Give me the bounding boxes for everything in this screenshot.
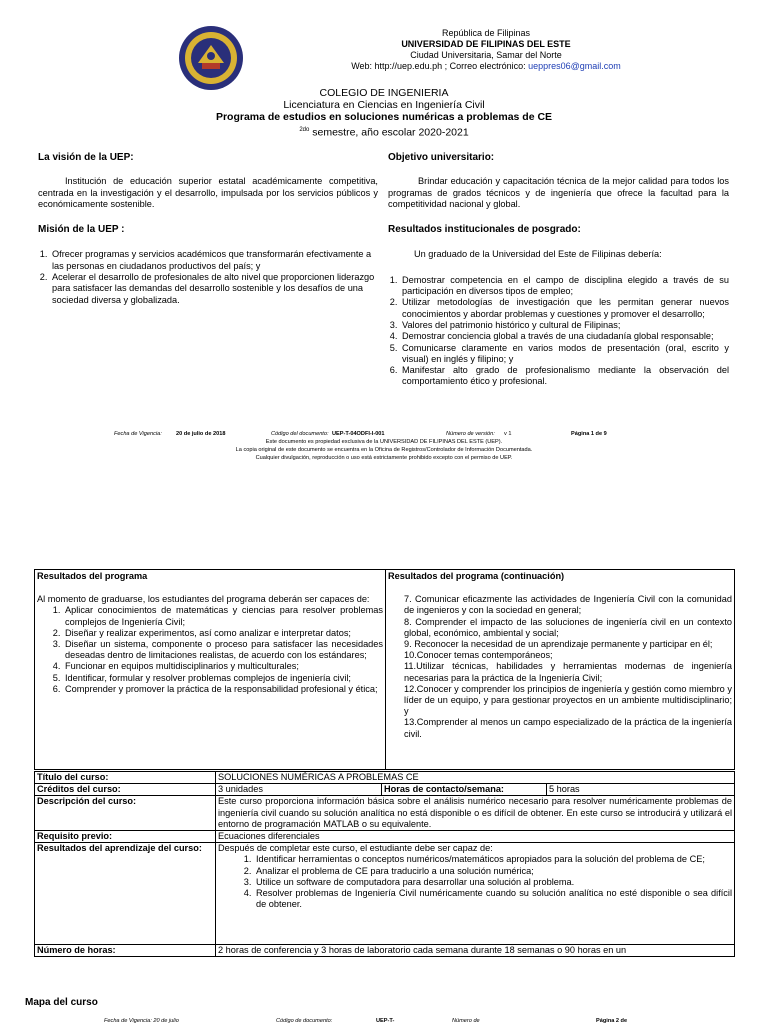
header-university: UNIVERSIDAD DE FILIPINAS DEL ESTE	[401, 39, 571, 49]
footer-line-1: Este documento es propiedad exclusiva de la UNIVERSIDAD DE FILIPINAS DEL ESTE (UEP).	[265, 439, 503, 445]
program-outcome-item: 8. Comprender el impacto de las soluciones de ingeniería civil en un contexto global, económico, ambiental y social;	[404, 616, 732, 638]
program-outcomes-table	[34, 569, 735, 770]
page-number: Página 1 de 9	[571, 431, 607, 437]
vision-title: La visión de la UEP:	[38, 152, 134, 163]
college-name: COLEGIO DE INGENIERIA	[319, 87, 449, 99]
prerequisite-label: Requisito previo:	[35, 831, 216, 843]
footer-line-2: La copia original de este documento se encuentra en la Oficina de Registros/Controlador de Información Documentada.	[235, 447, 533, 453]
course-title-value: SOLUCIONES NUMÉRICAS A PROBLEMAS CE	[216, 772, 735, 784]
page-1	[0, 0, 768, 475]
page-number-page2: Página 2 de	[596, 1018, 628, 1024]
program-outcome-item: 2. Diseñar y realizar experimentos, así como analizar e interpretar datos;	[63, 628, 383, 639]
objective-title: Objetivo universitario:	[388, 152, 495, 163]
table-row	[35, 772, 735, 784]
program-outcome-item: 11.Utilizar técnicas, habilidades y herramientas modernas de ingeniería necesarias para la práctica de la Ingeniería Civil;	[404, 661, 732, 683]
program-outcome-item: 13.Comprender al menos un campo especializado de la práctica de la ingeniería civil.	[404, 717, 732, 739]
table-row	[35, 796, 735, 831]
course-description-value: Este curso proporciona información básica sobre el análisis numérico necesario para resolver numéricamente problemas de ingeniería civil cuando su solución analítica no está disponible o es difícil de obtener. En este curso se introducirá y utilizará el entorno de programación MATLAB o su equivalente.	[216, 796, 735, 831]
outcome-item: 4. Demostrar conciencia global a través de una ciudadanía global responsable;	[400, 331, 729, 342]
version-label-page2: Número de	[452, 1018, 480, 1024]
program-outcome-item: 9. Reconocer la necesidad de un aprendizaje permanente y participar en él;	[404, 639, 713, 650]
syllabus-title: Programa de estudios en soluciones numéricas a problemas de CE	[215, 111, 553, 123]
contact-hours-value: 5 horas	[547, 784, 735, 796]
objective-text: Brindar educación y capacitación técnica de la mejor calidad para todos los programas de grados técnicos y de ingeniería que ofrece la facultad para la competitividad nacional y global.	[388, 176, 729, 209]
version-value: v 1	[504, 431, 512, 437]
mission-title: Misión de la UEP :	[38, 224, 125, 236]
left-column	[38, 152, 378, 306]
header-location: Ciudad Universitaria, Samar del Norte	[410, 50, 562, 60]
table-row	[35, 831, 735, 843]
course-info-table	[34, 771, 735, 957]
program-outcome-item: 12.Conocer y comprender los principios de ingeniería y gestión como miembro y líder de un equipo, y para gestionar proyectos en un ambiente multidisciplinario; y	[404, 683, 732, 717]
program-outcome-item: 1. Aplicar conocimientos de matemáticas y ciencias para resolver problemas complejos de Ingeniería Civil;	[63, 605, 383, 627]
outcomes-list	[388, 275, 729, 388]
program-outcome-item: 7. Comunicar eficazmente las actividades de Ingeniería Civil con la comunidad de ingenieros y con la sociedad en general;	[404, 594, 732, 616]
program-outcome-item: 4. Funcionar en equipos multidisciplinarios y multiculturales;	[63, 661, 383, 672]
table-row	[35, 784, 735, 796]
code-value: UEP-T-04ODFI-I-001	[332, 431, 385, 437]
program-outcomes-cont-title: Resultados del programa (continuación)	[388, 571, 565, 581]
outcomes-title: Resultados institucionales de posgrado:	[388, 224, 581, 236]
prerequisite-value: Ecuaciones diferenciales	[216, 831, 735, 843]
mission-item: 2. Acelerar el desarrollo de profesionales de alto nivel que proporcionen liderazgo para satisfacer las demandas del desarrollo sostenible y los desafíos de una sociedad diversa y globalizada.	[50, 272, 378, 306]
program-outcomes-left	[35, 570, 386, 770]
program-outcomes-title: Resultados del programa	[37, 571, 148, 581]
number-of-hours-value: 2 horas de conferencia y 3 horas de laboratorio cada semana durante 18 semanas o 90 horas en un	[216, 945, 735, 957]
outcome-item: 6. Manifestar alto grado de profesionalismo mediante la observación del comportamiento ético y profesional.	[400, 365, 729, 388]
learning-outcome-item: 4. Resolver problemas de Ingeniería Civil numéricamente cuando su solución analítica no esté disponible o sea difícil de obtener.	[254, 888, 732, 910]
semester-text: semestre, año escolar 2020-2021	[309, 126, 469, 139]
page-2	[0, 560, 768, 1024]
outcome-item: 3. Valores del patrimonio histórico y cultural de Filipinas;	[400, 320, 729, 331]
validity-value: 20 de julio de 2018	[176, 431, 226, 437]
course-title-label: Título del curso:	[35, 772, 216, 784]
program-outcomes-cont-list	[388, 594, 732, 740]
code-label: Código del documento:	[271, 431, 329, 437]
semester-line	[0, 124, 768, 139]
contact-hours-label: Horas de contacto/semana:	[382, 784, 547, 796]
outcomes-intro: Un graduado de la Universidad del Este de Filipinas debería:	[414, 249, 662, 260]
course-credits-value: 3 unidades	[216, 784, 382, 796]
code-label-page2: Código de documento:	[276, 1018, 333, 1024]
learning-outcomes-list	[218, 854, 732, 910]
right-column	[388, 152, 729, 388]
page-gap	[0, 475, 768, 560]
degree-name: Licenciatura en Ciencias en Ingeniería Civil	[283, 99, 485, 111]
learning-outcomes-label: Resultados del aprendizaje del curso:	[35, 843, 216, 945]
semester-sup: 2do	[299, 127, 310, 133]
table-row	[35, 843, 735, 945]
validity-page2: Fecha de Vigencia: 20 de julio	[104, 1018, 179, 1024]
table-row	[35, 945, 735, 957]
header-country: República de Filipinas	[441, 28, 531, 38]
outcome-item: 1. Demostrar competencia en el campo de disciplina elegido a través de su participación en diversos tipos de empleo;	[400, 275, 729, 298]
course-map-title: Mapa del curso	[25, 997, 98, 1008]
mission-item: 1. Ofrecer programas y servicios académicos que transformarán efectivamente a las personas en ciudadanos productivos del país; y	[50, 249, 378, 272]
number-of-hours-label: Número de horas:	[35, 945, 216, 957]
mission-list	[38, 249, 378, 305]
program-outcomes-right	[386, 570, 735, 770]
learning-outcomes-cell	[216, 843, 735, 945]
vision-text: Institución de educación superior estatal académicamente competitiva, centrada en la investigación y el desarrollo, impulsada por los servicios públicos y económicamente sostenible.	[38, 176, 378, 209]
outcome-item: 5. Comunicarse claramente en varios modos de presentación (oral, escrito y visual) en inglés y filipino; y	[400, 343, 729, 366]
code-value-page2: UEP-T-	[376, 1018, 395, 1024]
program-outcomes-list	[37, 605, 383, 695]
outcome-item: 2. Utilizar metodologías de investigación que les permitan generar nuevos conocimientos y abordar problemas y cuestiones y promover el desarrollo;	[400, 297, 729, 320]
header-web	[230, 61, 742, 72]
footer-line-3: Cualquier divulgación, reproducción o uso está estrictamente prohibido excepto con el permiso de UEP.	[255, 455, 513, 461]
program-outcome-item: 10.Conocer temas contemporáneos;	[404, 650, 553, 661]
email-link[interactable]: ueppres06@gmail.com	[528, 61, 621, 71]
course-description-label: Descripción del curso:	[35, 796, 216, 831]
learning-outcome-item: 3. Utilice un software de computadora para desarrollar una solución al problema.	[254, 877, 732, 888]
validity-label: Fecha de Vigencia:	[114, 431, 162, 437]
version-label: Número de versión:	[446, 431, 495, 437]
learning-outcomes-intro: Después de completar este curso, el estudiante debe ser capaz de:	[218, 843, 493, 854]
program-outcome-item: 6. Comprender y promover la práctica de la responsabilidad profesional y ética;	[63, 684, 383, 695]
learning-outcome-item: 2. Analizar el problema de CE para traducirlo a una solución numérica;	[254, 866, 732, 877]
program-outcome-item: 3. Diseñar un sistema, componente o proceso para satisfacer las necesidades deseadas dentro de limitaciones realistas, de acuerdo con los estándares;	[63, 639, 383, 661]
program-outcome-item: 5. Identificar, formular y resolver problemas complejos de ingeniería civil;	[63, 673, 383, 684]
course-credits-label: Créditos del curso:	[35, 784, 216, 796]
program-outcomes-intro: Al momento de graduarse, los estudiantes del programa deberán ser capaces de:	[37, 594, 370, 605]
header-web-label: Web: http://uep.edu.ph ; Correo electrónico:	[351, 61, 529, 71]
learning-outcome-item: 1. Identificar herramientas o conceptos numéricos/matemáticos apropiados para la solución del problema de CE;	[254, 854, 732, 865]
